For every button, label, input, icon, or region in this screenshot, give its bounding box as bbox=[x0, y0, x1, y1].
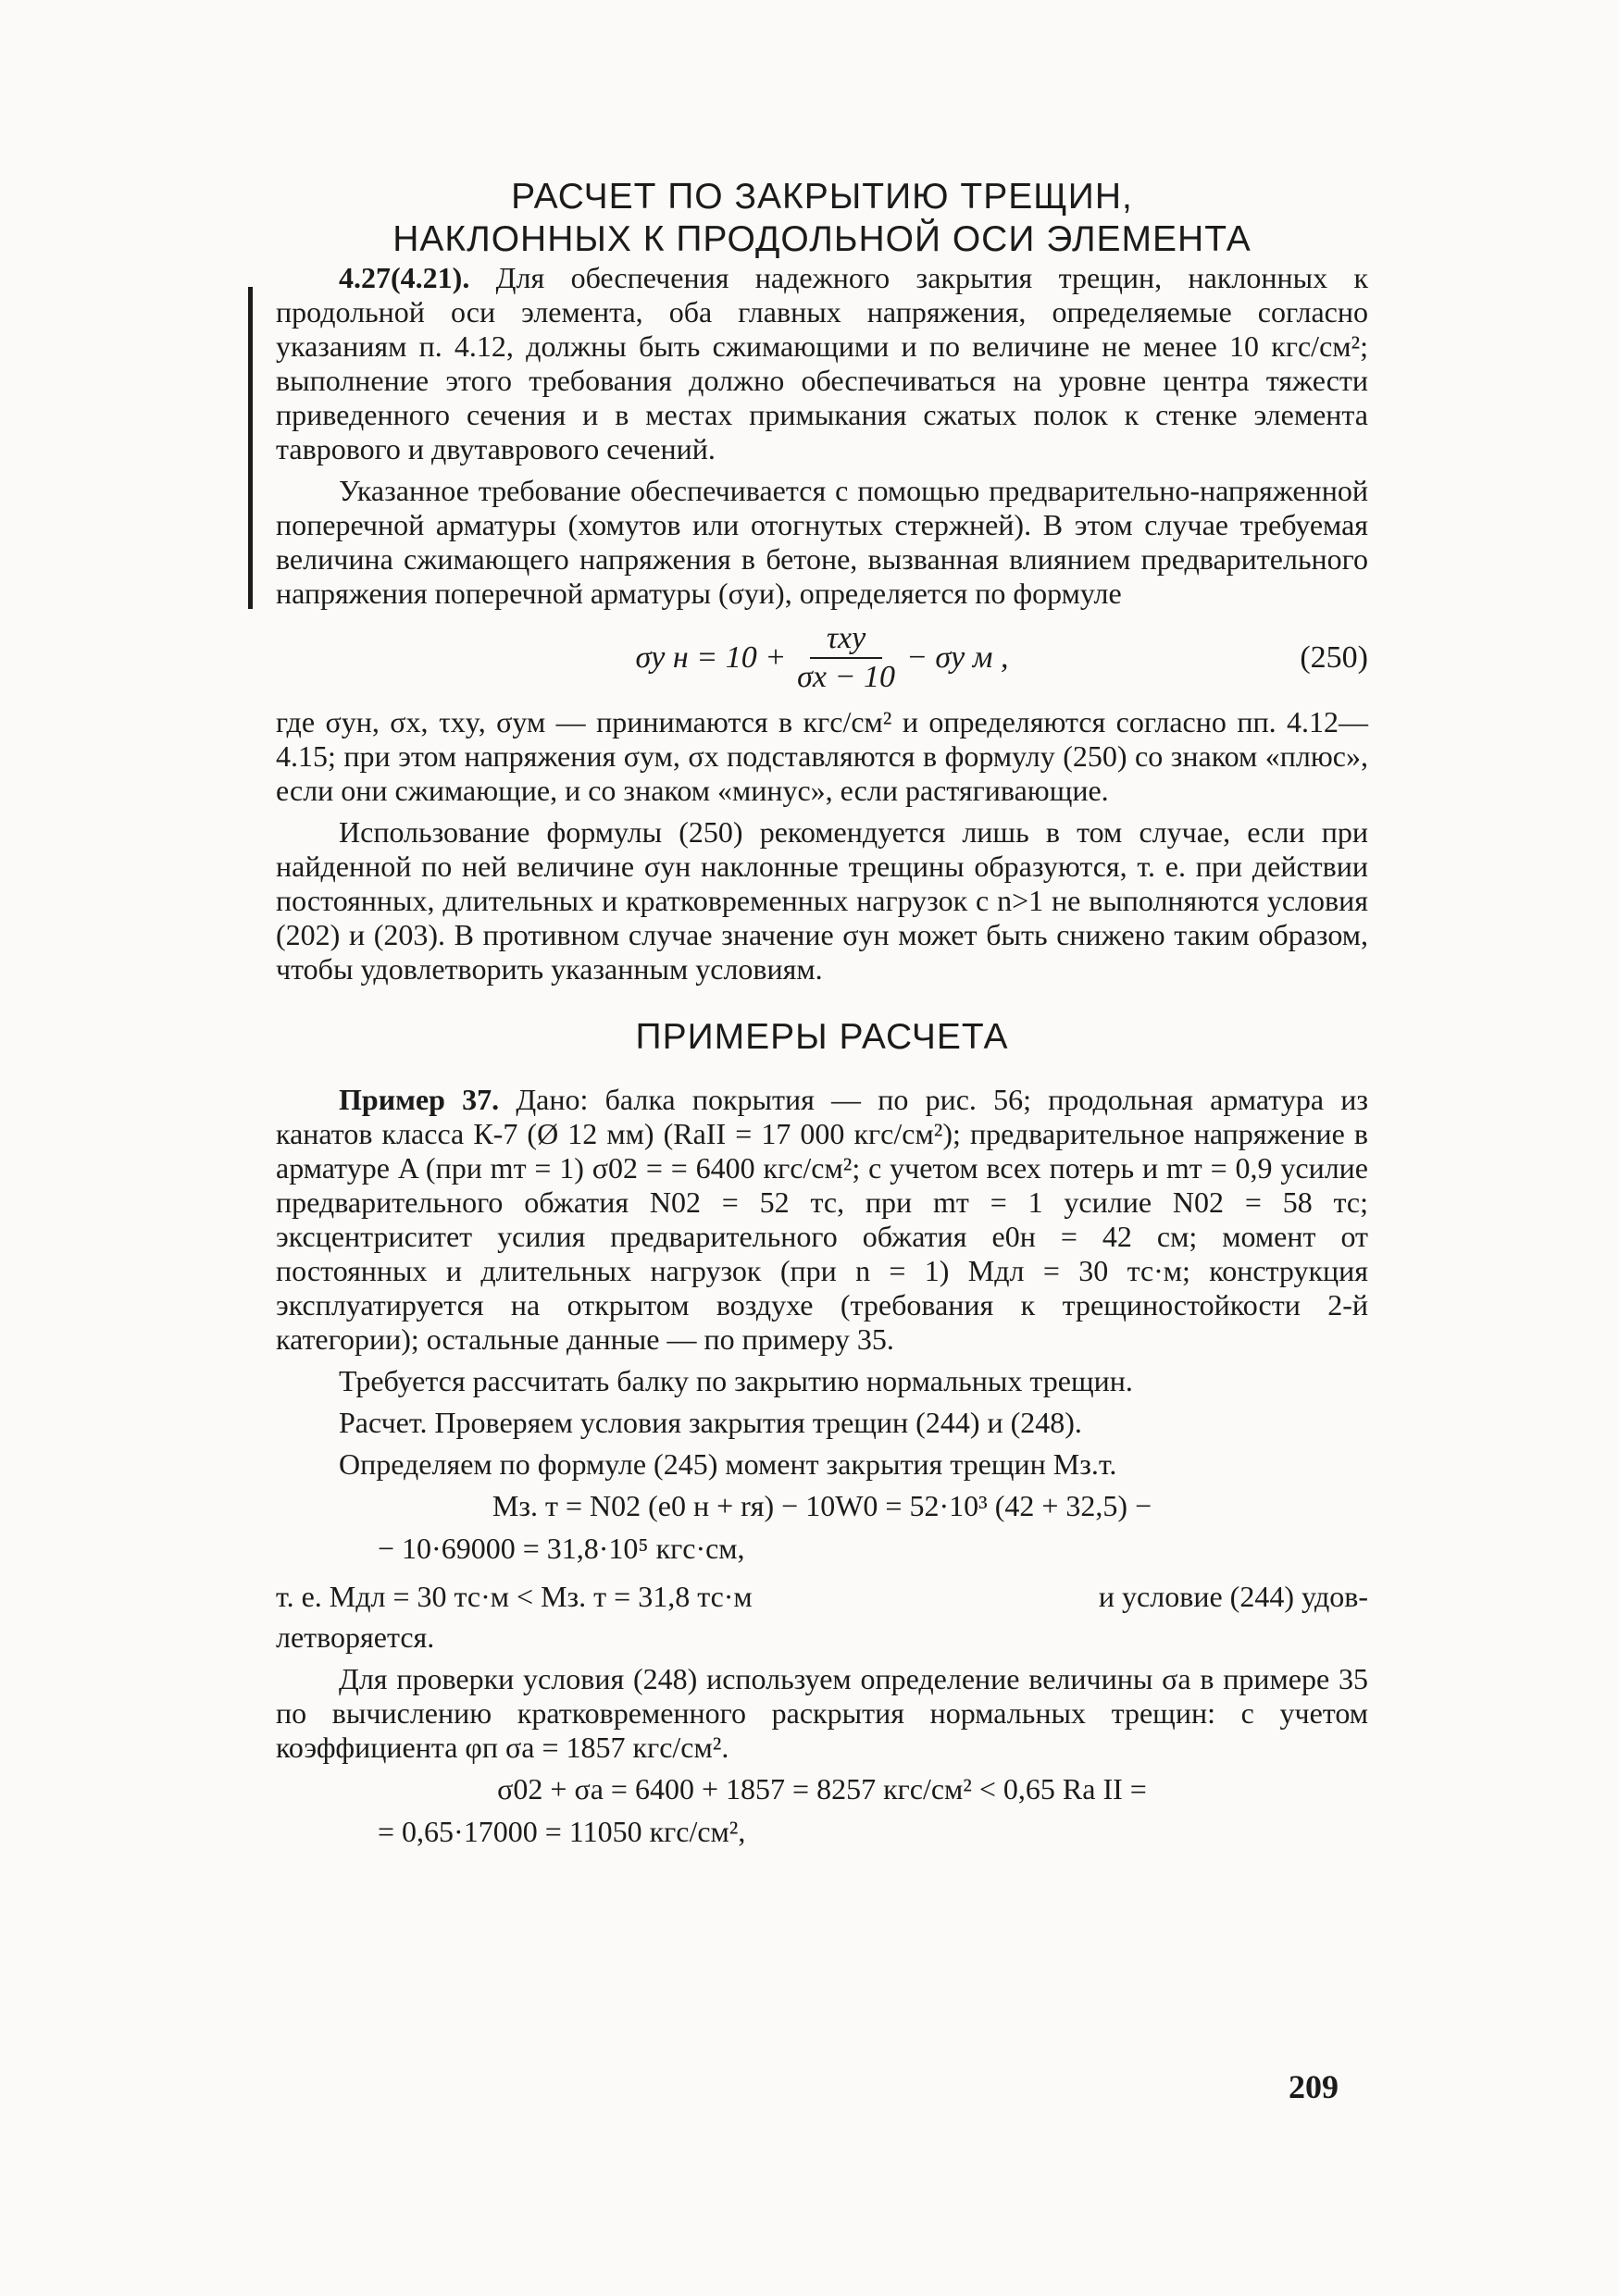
paragraph-text: Для обеспечения надежного закрытия трещин, наклонных к продольной оси элемента, оба главных напряжения, определяемые согласно указаниям п. 4.12, должны быть сжимающими и по величине не менее 10 кгс/см²; выполнение этого требования должно обеспечиваться на уровне центра тяжести приведенного сечения и в местах примыкания сжатых полок к стенке элемента таврового и двутаврового сечений. bbox=[276, 261, 1368, 465]
line-calculation: Расчет. Проверяем условия закрытия трещин (244) и (248). bbox=[339, 1406, 1082, 1439]
fraction-numerator: τxy bbox=[810, 620, 882, 659]
inequality-left: т. е. Mдл = 30 тс·м < Mз. т = 31,8 тс·м bbox=[276, 1580, 753, 1613]
paragraph-check: Для проверки условия (248) используем определение величины σа в примере 35 по вычислению кратковременного раскрытия нормальных трещин: с учетом коэффициента φп σа = 1857 кгс/см². bbox=[276, 1662, 1368, 1764]
equation-1-line-2: − 10·69000 = 31,8·10⁵ кгс·см, bbox=[378, 1532, 745, 1565]
heading-line-1: РАСЧЕТ ПО ЗАКРЫТИЮ ТРЕЩИН, bbox=[511, 177, 1133, 217]
paragraph-4-27 bbox=[276, 261, 1368, 466]
example-text: Дано: балка покрытия — по рис. 56; продольная арматура из канатов класса К-7 (Ø 12 мм) (RаII = 17 000 кгс/см²); предварительное напряжение в арматуре A (при mт = 1) σ02 = = 6400 кгс/см²; с учетом всех потерь и mт = 0,9 усилие предварительного обжатия N02 = 52 тс, при mт = 1 усилие N02 = 58 тс; эксцентриситет усилия предварительного обжатия e0н = 42 см; момент от постоянных и длительных нагрузок (при n = 1) Mдл = 30 тс·м; конструкция эксплуатируется на открытом воздухе (требования к трещиностойкости 2-й категории); остальные данные — по примеру 35. bbox=[276, 1083, 1369, 1356]
section-heading bbox=[276, 176, 1368, 261]
formula-fraction bbox=[797, 620, 895, 696]
page-number: 209 bbox=[1289, 2068, 1339, 2105]
formula-rhs: − σу м , bbox=[905, 640, 1009, 675]
equation-2-line-2: = 0,65·17000 = 11050 кгс/см², bbox=[378, 1815, 746, 1848]
line-determine: Определяем по формуле (245) момент закрытия трещин Mз.т. bbox=[339, 1447, 1117, 1481]
paragraph-number: 4.27(4.21). bbox=[339, 261, 470, 294]
inequality-right: и условие (244) удов- bbox=[1098, 1580, 1368, 1613]
formula-250 bbox=[276, 620, 1368, 696]
fraction-denominator: σx − 10 bbox=[797, 660, 895, 694]
heading-line-2: НАКЛОННЫХ К ПРОДОЛЬНОЙ ОСИ ЭЛЕМЕНТА bbox=[392, 219, 1252, 259]
inequality-line bbox=[276, 1578, 1368, 1615]
page-content bbox=[276, 176, 1368, 1855]
margin-bar bbox=[248, 287, 253, 609]
equation-2-line-1: σ02 + σа = 6400 + 1857 = 8257 кгс/см² < 0,65 Rа II = bbox=[497, 1772, 1147, 1806]
formula-lhs: σу н = 10 + bbox=[635, 640, 787, 675]
paragraph-requirement: Указанное требование обеспечивается с помощью предварительно-напряженной поперечной арматуры (хомутов или отогнутых стержней). В этом случае требуемая величина сжимающего напряжения в бетоне, вызванная влиянием предварительного напряжения поперечной арматуры (σуи), определяется по формуле bbox=[276, 474, 1368, 610]
equation-1-line-1: Mз. т = N02 (e0 н + rя) − 10W0 = 52·10³ (42 + 32,5) − bbox=[492, 1489, 1152, 1522]
example-37 bbox=[276, 1083, 1368, 1357]
example-label: Пример 37. bbox=[339, 1083, 500, 1116]
paragraph-where: где σун, σx, τxy, σум — принимаются в кгс/см² и определяются согласно пп. 4.12—4.15; при этом напряжения σум, σx подставляются в формулу (250) со знаком «плюс», если они сжимающие, и со знаком «минус», если растягивающие. bbox=[276, 705, 1368, 807]
line-continuation: летворяется. bbox=[276, 1620, 435, 1654]
examples-heading: ПРИМЕРЫ РАСЧЕТА bbox=[635, 1017, 1009, 1057]
line-requirement: Требуется рассчитать балку по закрытию нормальных трещин. bbox=[339, 1364, 1133, 1397]
formula-number: (250) bbox=[1300, 640, 1368, 675]
paragraph-usage: Использование формулы (250) рекомендуется лишь в том случае, если при найденной по ней величине σун наклонные трещины образуются, т. е. при действии постоянных, длительных и кратковременных нагрузок с n>1 не выполняются условия (202) и (203). В противном случае значение σун может быть снижено таким образом, чтобы удовлетворить указанным условиям. bbox=[276, 815, 1368, 986]
